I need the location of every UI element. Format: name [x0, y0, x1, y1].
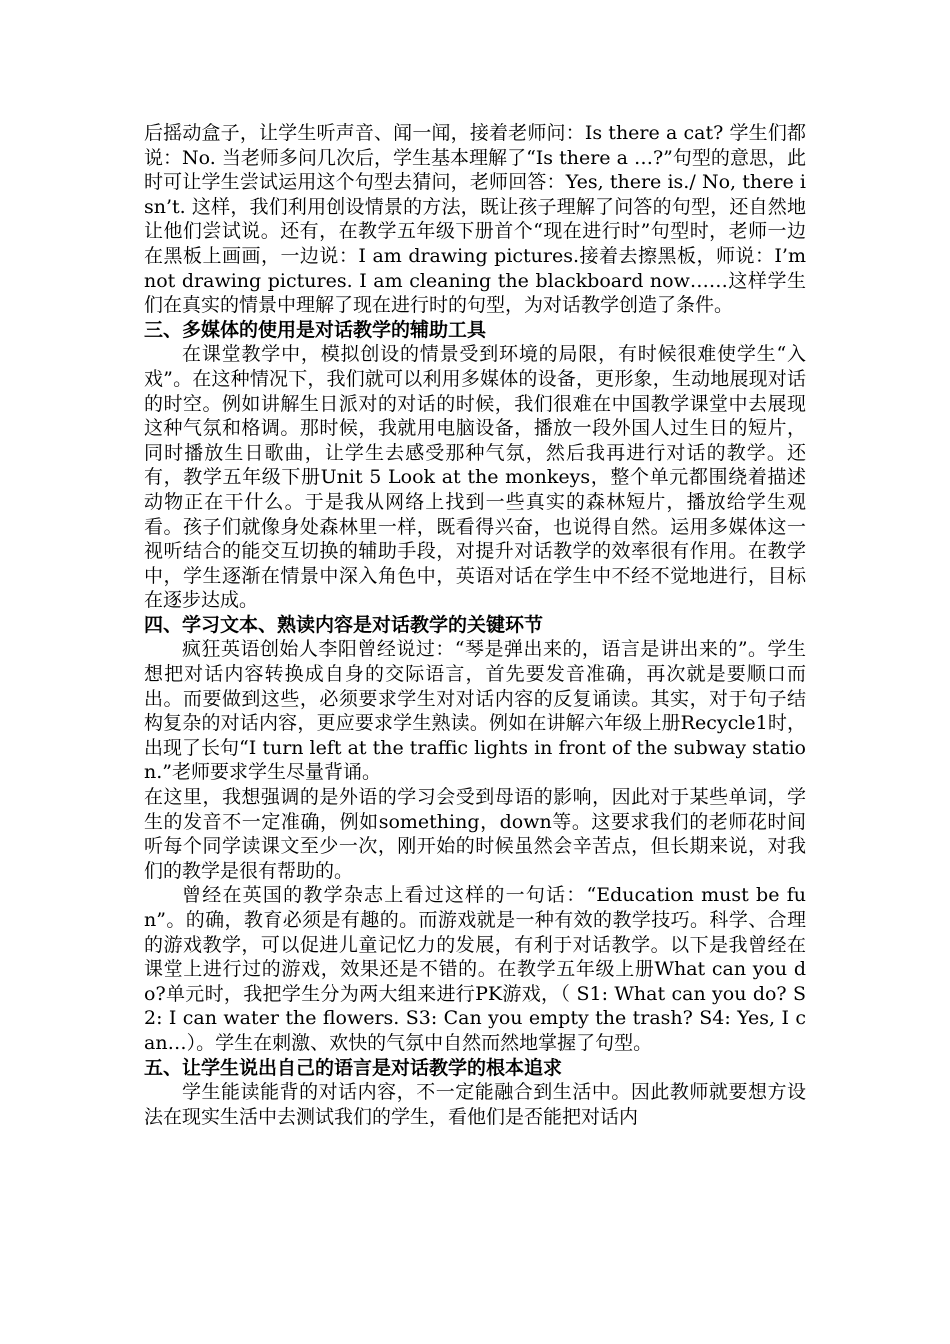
section-heading-5: 五、让学生说出自己的语言是对话教学的根本追求	[144, 1056, 563, 1079]
section-heading-4: 四、学习文本、熟读内容是对话教学的关键环节	[144, 613, 544, 636]
document-page	[144, 121, 806, 1129]
body-paragraph-3: 疯狂英语创始人李阳曾经说过：“琴是弹出来的，语言是讲出来的”。学生想把对话内容转换成自身的交际语言，首先要发音准确，再次就是要顺口而出。而要做到这些，必须要求学生对对话内容的反复诵读。其实，对于句子结构复杂的对话内容，更应要求学生熟读。例如在讲解六年级上册Recycle1时，出现了长句“I turn left at the traffic lights in front of the subway station.”老师要求学生尽量背诵。	[144, 638, 806, 784]
body-paragraph-2: 在课堂教学中，模拟创设的情景受到环境的局限，有时候很难使学生“入戏”。在这种情况下，我们就可以利用多媒体的设备，更形象，生动地展现对话的时空。例如讲解生日派对的对话的时候，我们很难在中国教学课堂中去展现这种气氛和格调。那时候，我就用电脑设备，播放一段外国人过生日的短片，同时播放生日歌曲，让学生去感受那种气氛，然后我再进行对话的教学。还有，教学五年级下册Unit 5 Look at the monkeys，整个单元都围绕着描述动物正在干什么。于是我从网络上找到一些真实的森林短片，播放给学生观看。孩子们就像身处森林里一样，既看得兴奋，也说得自然。运用多媒体这一视听结合的能交互切换的辅助手段，对提升对话教学的效率很有作用。在教学中，学生逐渐在情景中深入角色中，英语对话在学生中不经不觉地进行，目标在逐步达成。	[144, 343, 806, 612]
body-paragraph-1: 后摇动盒子，让学生听声音、闻一闻，接着老师问：Is there a cat? 学生们都说：No. 当老师多问几次后，学生基本理解了“Is there a …?”句型的意思，此时可让学生尝试运用这个句型去猜问，老师回答：Yes, there is./ No, there isn’t. 这样，我们利用创设情景的方法，既让孩子理解了问答的句型，还自然地让他们尝试说。还有，在教学五年级下册首个“现在进行时”句型时，老师一边在黑板上画画，一边说：I am drawing pictures.接着去擦黑板，师说：I’m not drawing pictures. I am cleaning the blackboard now……这样学生们在真实的情景中理解了现在进行时的句型，为对话教学创造了条件。	[144, 122, 806, 317]
section-heading-3: 三、多媒体的使用是对话教学的辅助工具	[144, 318, 487, 341]
body-paragraph-6: 学生能读能背的对话内容，不一定能融合到生活中。因此教师就要想方设法在现实生活中去测试我们的学生，看他们是否能把对话内	[144, 1081, 806, 1128]
body-paragraph-4: 在这里，我想强调的是外语的学习会受到母语的影响，因此对于某些单词，学生的发音不一定准确，例如something，down等。这要求我们的老师花时间听每个同学读课文至少一次，刚开始的时候虽然会辛苦点，但长期来说，对我们的教学是很有帮助的。	[144, 786, 806, 882]
body-paragraph-5: 曾经在英国的教学杂志上看过这样的一句话：“Education must be fun”。的确，教育必须是有趣的。而游戏就是一种有效的教学技巧。科学、合理的游戏教学，可以促进儿童记忆力的发展，有利于对话教学。以下是我曾经在课堂上进行过的游戏，效果还是不错的。在教学五年级上册What can you do?单元时，我把学生分为两大组来进行PK游戏，（ S1: What can you do? S2: I can water the flowers. S3: Can you empty the trash? S4: Yes, I can…）。学生在刺激、欢快的气氛中自然而然地掌握了句型。	[144, 884, 806, 1054]
